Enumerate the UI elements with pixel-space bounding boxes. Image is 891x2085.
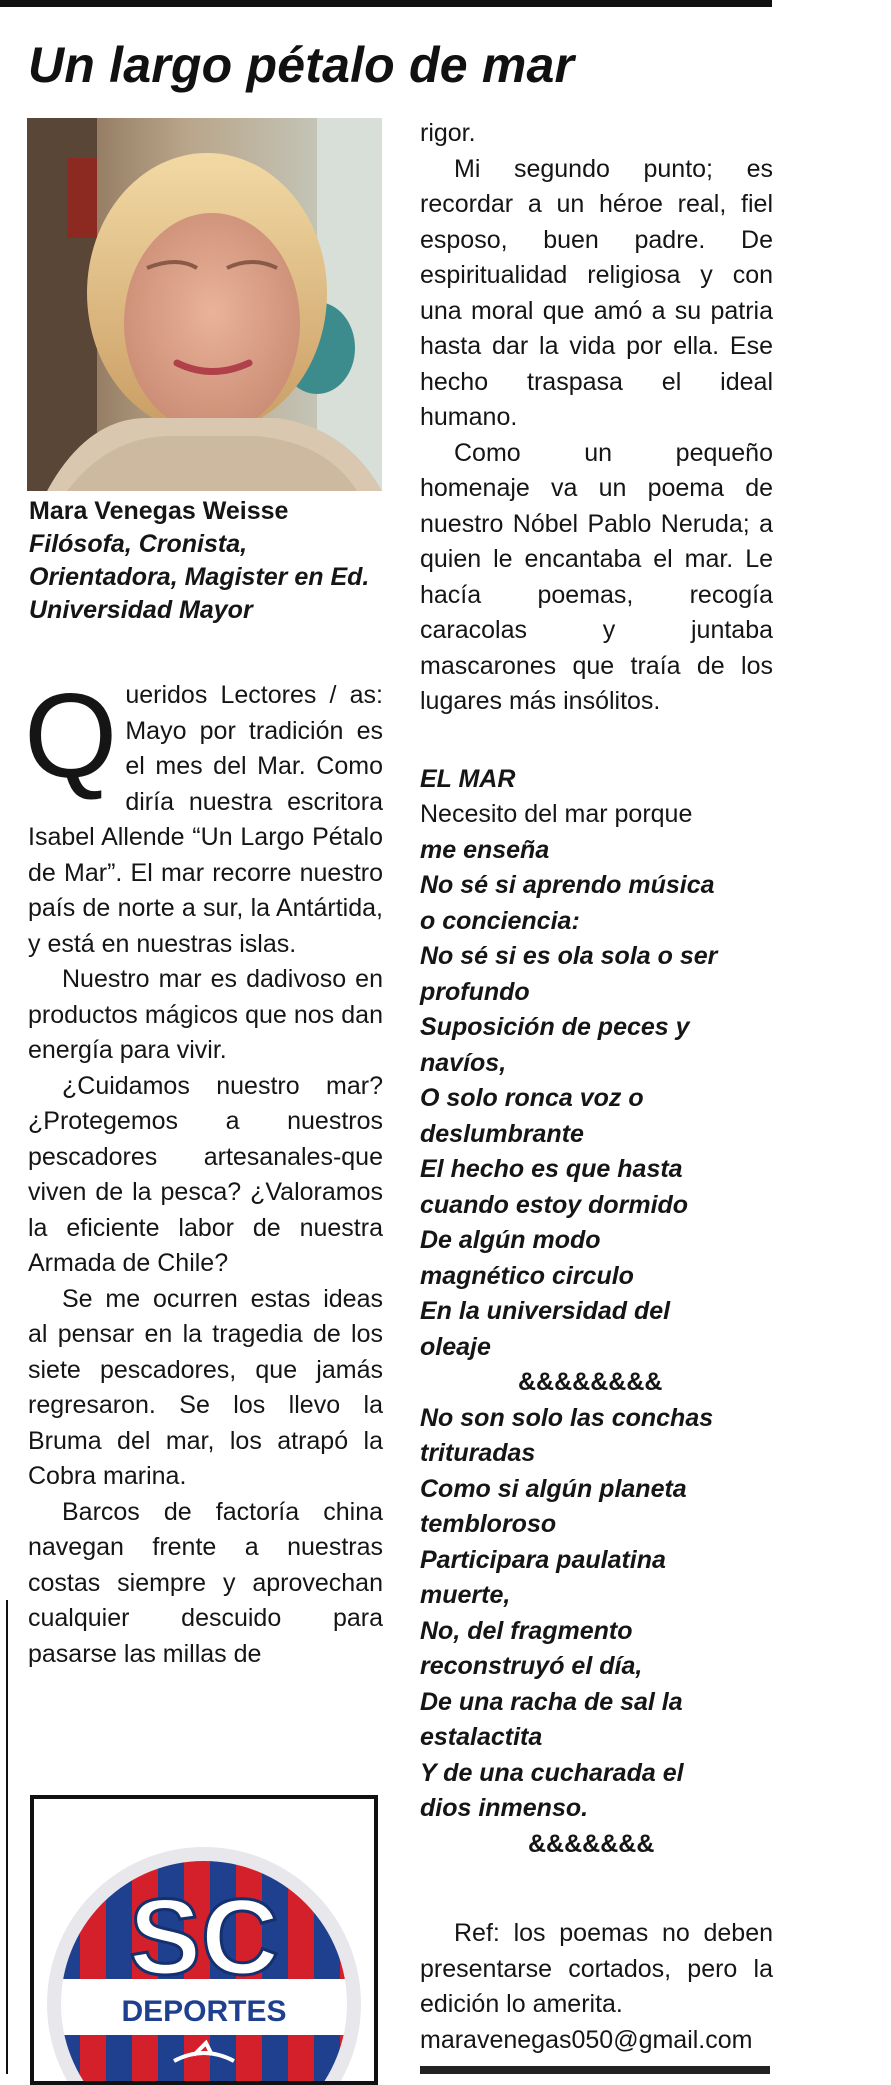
author-name: Mara Venegas Weisse xyxy=(29,497,289,525)
poem-line: De algún modo xyxy=(420,1226,601,1254)
poem-line: me enseña xyxy=(420,835,550,864)
logo-sc-text: SC xyxy=(128,1876,280,1997)
poem-line: Como si algún planeta xyxy=(420,1474,687,1503)
poem-line: No sé si es ola sola o ser xyxy=(420,942,718,970)
bottom-rule xyxy=(420,2066,770,2074)
paragraph-3: ¿Cuidamos nuestro mar? ¿Protegemos a nuestros pescadores artesanales-que viven de la pesca? ¿Valoramos la eficiente labor de nuestra Armada de Chile? xyxy=(28,1071,383,1277)
left-column xyxy=(24,669,383,1672)
author-caption xyxy=(29,495,389,627)
poem-line: muerte, xyxy=(420,1581,511,1609)
left-margin-rule xyxy=(6,1600,8,2074)
poem-line: En la universidad del xyxy=(420,1297,671,1325)
paragraph-1-text: ueridos Lectores / as: Mayo por tradición es el mes del Mar. Como diría nuestra escritora Isabel Allende “Un Largo Pétalo de Mar”. El mar recorre nuestro país de norte a sur, la Antártida, y está en nuestras islas. xyxy=(28,681,383,958)
author-photo xyxy=(27,118,382,491)
poem-line: reconstruyó el día, xyxy=(420,1652,643,1680)
reference-note: Ref: los poemas no deben presentarse cortados, pero la edición lo amerita. xyxy=(420,1919,773,2018)
paragraph-8: Como un pequeño homenaje va un poema de nuestro Nóbel Pablo Neruda; a quien le encantaba el mar. Le hacía poemas, recogía caracolas y juntaba mascarones que traía de los lugares más insólitos. xyxy=(420,438,773,715)
logo-deportes-text: DEPORTES xyxy=(121,1995,287,2028)
paragraph-2: Nuestro mar es dadivoso en productos mágicos que nos dan energía para vivir. xyxy=(28,965,383,1064)
poem-line: profundo xyxy=(420,977,530,1006)
author-email: maravenegas050@gmail.com xyxy=(420,2025,753,2054)
poem-line: No son solo las conchas xyxy=(420,1403,714,1432)
sc-deportes-ad xyxy=(30,1795,378,2085)
poem-line: Participara paulatina xyxy=(420,1545,666,1574)
poem-line: O solo ronca voz o xyxy=(420,1084,644,1112)
author-role: Filósofa, Cronista, Orientadora, Magister en Ed. Universidad Mayor xyxy=(29,530,370,624)
poem-line: No sé si aprendo música xyxy=(420,871,715,899)
poem-line: Suposición de peces y xyxy=(420,1013,690,1041)
poem-line: trituradas xyxy=(420,1439,536,1467)
poem-line: dios inmenso. xyxy=(420,1794,589,1822)
spacer xyxy=(420,720,773,762)
poem-line: magnético circulo xyxy=(420,1261,634,1290)
poem-line: Y de una cucharada el xyxy=(420,1758,684,1787)
right-column xyxy=(420,116,773,2058)
poem xyxy=(420,762,773,1863)
poem-stanza-2 xyxy=(420,1401,773,1827)
poem-line: No, del fragmento xyxy=(420,1616,633,1645)
paragraph-4: Se me ocurren estas ideas al pensar en la tragedia de los siete pescadores, que jamás regresaron. Se los llevo la Bruma del mar, los atrapó la Cobra marina. xyxy=(28,1284,383,1490)
spacer xyxy=(420,1862,773,1916)
poem-separator: &&&&&&& xyxy=(528,1829,655,1858)
top-rule xyxy=(0,0,772,7)
poem-separator: &&&&&&&& xyxy=(518,1368,663,1396)
poem-line: El hecho es que hasta xyxy=(420,1155,683,1183)
poem-first-line: Necesito del mar porque xyxy=(420,800,693,828)
poem-line: navíos, xyxy=(420,1048,507,1077)
paragraph-5: Barcos de factoría china navegan frente a nuestras costas siempre y aprovechan cualquier descuido para pasarse las millas de xyxy=(28,1497,383,1668)
drop-cap: Q xyxy=(24,669,118,803)
poem-line: estalactita xyxy=(420,1723,543,1751)
poem-title: EL MAR xyxy=(420,764,516,793)
paragraph-7: Mi segundo punto; es recordar a un héroe real, fiel esposo, buen padre. De espiritualidad religiosa y con una moral que amó a su patria hasta dar la vida por ella. Ese hecho traspasa el ideal humano. xyxy=(420,154,773,431)
poem-line: tembloroso xyxy=(420,1510,557,1538)
poem-line: De una racha de sal la xyxy=(420,1687,683,1716)
poem-line: oleaje xyxy=(420,1332,491,1361)
paragraph-6: rigor. xyxy=(420,119,476,147)
article-title: Un largo pétalo de mar xyxy=(28,37,575,93)
poem-line: cuando estoy dormido xyxy=(420,1190,689,1219)
poem-line: deslumbrante xyxy=(420,1119,584,1148)
poem-line: o conciencia: xyxy=(420,906,580,935)
poem-stanza-1 xyxy=(420,833,773,1366)
paragraph-1 xyxy=(24,669,383,962)
